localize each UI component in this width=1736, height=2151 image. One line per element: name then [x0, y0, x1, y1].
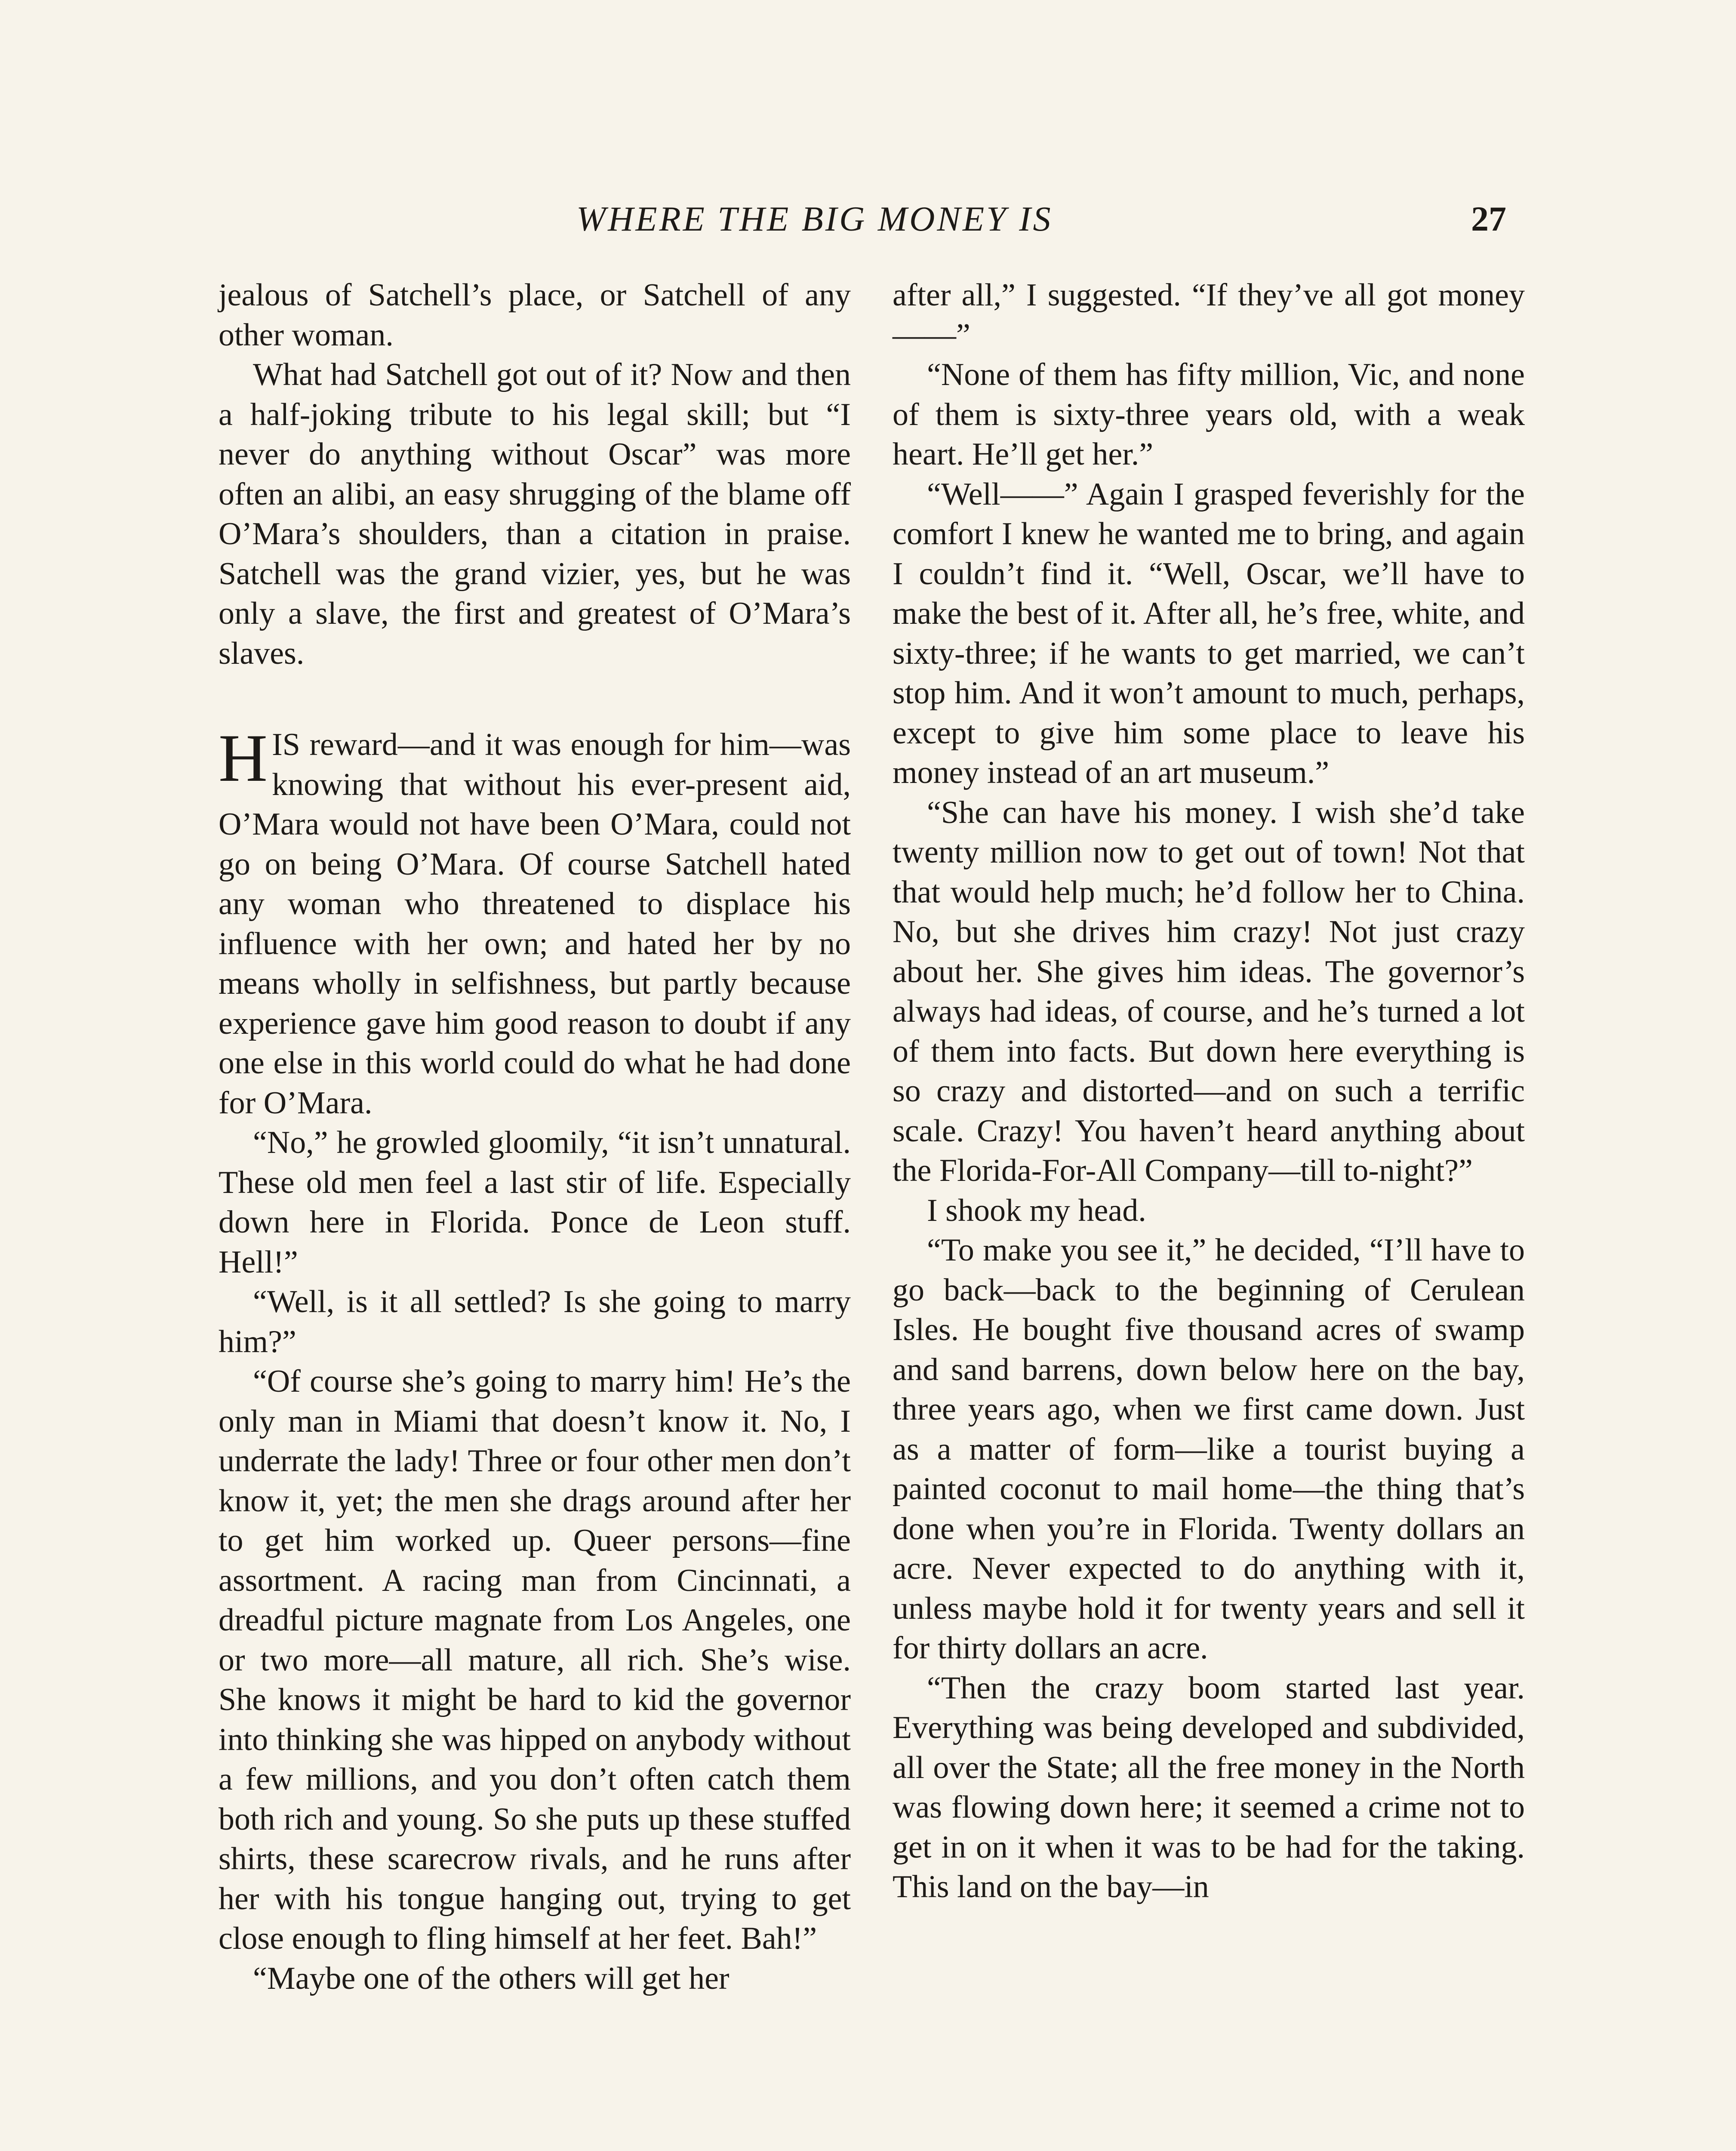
paragraph: “To make you see it,” he decided, “I’ll have to go back—back to the beginning of Cerulean Isles. He bought five thousand acres of swamp and sand barrens, down below here on the bay, three years ago, when we first came down. Just as a matter of form—like a tourist buying a painted coconut to mail home—the thing that’s done when you’re in Florida. Twenty dollars an acre. Never expected to do anything with it, unless maybe hold it for twenty years and sell it for thirty dollars an acre. [893, 1233, 1525, 1666]
left-column [219, 275, 851, 1998]
right-column [893, 275, 1525, 1907]
drop-cap: H [219, 721, 268, 796]
paragraph: “Well——” Again I grasped feverishly for the comfort I knew he wanted me to bring, and again I couldn’t find it. “Well, Oscar, we’ll have to make the best of it. After all, he’s free, white, and sixty-three; if he wants to get married, we can’t stop him. And it won’t amount to much, perhaps, except to give him some place to leave his money instead of an art museum.” [893, 476, 1525, 790]
running-title: WHERE THE BIG MONEY IS [576, 199, 1053, 238]
paragraph: “She can have his money. I wish she’d take twenty million now to get out of town! Not that that would help much; he’d follow her to China. No, but she drives him crazy! Not just crazy about her. She gives him ideas. The governor’s always had ideas, of course, and he’s turned a lot of them into facts. But down here everything is so crazy and distorted—and on such a terrific scale. Crazy! You haven’t heard anything about the Florida-For-All Company—till to-night?” [893, 795, 1525, 1188]
dropcap-paragraph [219, 721, 851, 1123]
paragraph: after all,” I suggested. “If they’ve all got money——” [893, 277, 1525, 353]
paragraph: What had Satchell got out of it? Now and then a half-joking tribute to his legal skill; but “I never do anything without Oscar” was more often an alibi, an easy shrugging of the blame off O’Mara’s shoulders, than a citation in praise. Satchell was the grand vizier, yes, but he was only a slave, the first and greatest of O’Mara’s slaves. [219, 357, 851, 671]
paragraph-text: IS reward—and it was enough for him—was knowing that without his ever-present aid, O’Mara would not have been O’Mara, could not go on being O’Mara. Of course Satchell hated any woman who threatened to displace his influence with her own; and hated her by no means wholly in selfishness, but partly because experience gave him good reason to doubt if any one else in this world could do what he had done for O’Mara. [219, 727, 851, 1121]
paragraph: I shook my head. [927, 1193, 1146, 1228]
paragraph: “Of course she’s going to marry him! He’s the only man in Miami that doesn’t know it. No, I underrate the lady! Three or four other men don’t know it, yet; the men she drags around after her to get him worked up. Queer persons—fine assortment. A racing man from Cincinnati, a dreadful picture magnate from Los Angeles, one or two more—all mature, all rich. She’s wise. She knows it might be hard to kid the governor into thinking she was hipped on anybody without a few millions, and you don’t often catch them both rich and young. So she puts up these stuffed shirts, these scarecrow rivals, and he runs after her with his tongue hanging out, trying to get close enough to fling himself at her feet. Bah!” [219, 1364, 851, 1956]
paragraph: “Then the crazy boom started last year. Everything was being developed and subdivided, all over the State; all the free money in the North was flowing down here; it seemed a crime not to get in on it when it was to be had for the taking. This land on the bay—in [893, 1670, 1525, 1904]
paragraph: jealous of Satchell’s place, or Satchell of any other woman. [219, 277, 851, 353]
paragraph: “Maybe one of the others will get her [253, 1960, 729, 1996]
paragraph: “Well, is it all settled? Is she going to marry him?” [219, 1284, 851, 1359]
page-number: 27 [1471, 199, 1506, 238]
paragraph: “No,” he growled gloomily, “it isn’t unnatural. These old men feel a last stir of life. Especially down here in Florida. Ponce de Leon stuff. Hell!” [219, 1125, 851, 1280]
paragraph: “None of them has fifty million, Vic, and none of them is sixty-three years old, with a weak heart. He’ll get her.” [893, 357, 1525, 472]
section-break [219, 673, 851, 725]
